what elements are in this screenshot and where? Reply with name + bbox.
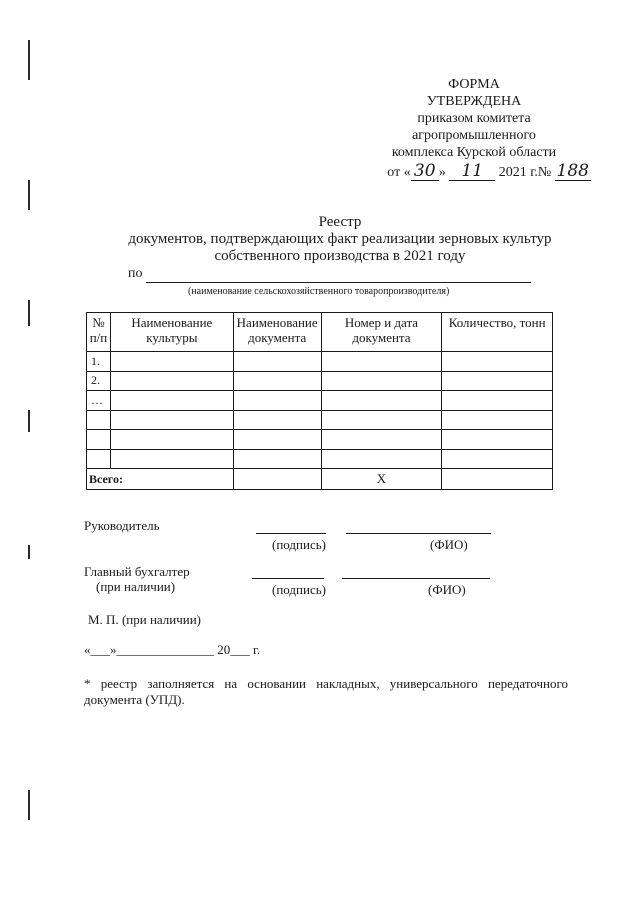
row-number: … xyxy=(87,391,111,411)
header-crop: Наименование культуры xyxy=(110,313,233,352)
title-line: документов, подтверждающих факт реализации зерновых культур xyxy=(128,231,552,247)
approval-month: 11 xyxy=(449,163,495,181)
date-prefix: от « xyxy=(387,165,411,180)
producer-caption: (наименование сельскохозяйственного товаропроизводителя) xyxy=(188,286,450,297)
cell-doc-number-date[interactable] xyxy=(321,371,442,391)
head-name-line[interactable] xyxy=(346,533,491,534)
approval-line: приказом комитета xyxy=(417,111,531,126)
cell-quantity[interactable] xyxy=(442,391,553,411)
cell-quantity[interactable] xyxy=(442,352,553,372)
table-row xyxy=(87,410,553,430)
cell-doc-name[interactable] xyxy=(233,410,321,430)
head-sign-caption: (подпись) xyxy=(272,537,326,552)
approval-line: агропромышленного xyxy=(412,128,536,143)
row-number xyxy=(87,430,111,450)
row-number: 1. xyxy=(87,352,111,372)
head-name-caption: (ФИО) xyxy=(430,537,468,552)
cell-doc-number-date[interactable] xyxy=(321,352,442,372)
scan-edge-mark xyxy=(28,410,30,432)
cell-crop[interactable] xyxy=(110,371,233,391)
table-row xyxy=(87,449,553,469)
document-title xyxy=(60,214,620,265)
table-row xyxy=(87,430,553,450)
row-number: 2. xyxy=(87,371,111,391)
cell-crop[interactable] xyxy=(110,391,233,411)
row-number xyxy=(87,449,111,469)
cell-doc-name[interactable] xyxy=(233,352,321,372)
approval-year: 2021 г.№ xyxy=(498,165,552,180)
header-quantity: Количество, тонн xyxy=(442,313,553,352)
table-row xyxy=(87,352,553,372)
header-doc-name: Наименование документа xyxy=(233,313,321,352)
cell-crop[interactable] xyxy=(110,410,233,430)
accountant-label xyxy=(84,564,190,594)
cell-doc-number-date[interactable] xyxy=(321,391,442,411)
scan-edge-mark xyxy=(28,790,30,820)
cell-doc-name[interactable] xyxy=(233,391,321,411)
cell-doc-number-date[interactable] xyxy=(321,449,442,469)
header-doc-number-date: Номер и дата документа xyxy=(321,313,442,352)
head-signature-line[interactable] xyxy=(256,533,326,534)
date-mid: » xyxy=(438,165,446,180)
accountant-sign-caption: (подпись) xyxy=(272,582,326,597)
title-line: Реестр xyxy=(318,214,362,230)
cell-doc-number-date[interactable] xyxy=(321,410,442,430)
accountant-name-caption: (ФИО) xyxy=(428,582,466,597)
approval-line: УТВЕРЖДЕНА xyxy=(426,94,522,109)
scan-edge-mark xyxy=(28,180,30,210)
cell-crop[interactable] xyxy=(110,449,233,469)
accountant-label-line: Главный бухгалтер xyxy=(84,564,190,579)
cell-quantity[interactable] xyxy=(442,410,553,430)
cell-doc-name[interactable] xyxy=(233,430,321,450)
cell-quantity[interactable] xyxy=(442,449,553,469)
po-label: по xyxy=(128,266,143,281)
cell-quantity[interactable] xyxy=(442,371,553,391)
total-row xyxy=(87,469,553,490)
scan-edge-mark xyxy=(28,545,30,559)
approval-number: 188 xyxy=(556,161,589,181)
header-number: № п/п xyxy=(87,313,111,352)
total-mark: X xyxy=(321,469,442,490)
cell-doc-number-date[interactable] xyxy=(321,430,442,450)
cell-quantity[interactable] xyxy=(442,430,553,450)
approval-block xyxy=(340,76,608,181)
approval-line: ФОРМА xyxy=(448,77,500,92)
cell-crop[interactable] xyxy=(110,430,233,450)
approval-line: комплекса Курской области xyxy=(391,145,557,160)
scan-edge-mark xyxy=(28,300,30,326)
approval-date-line xyxy=(340,163,608,181)
producer-name-line xyxy=(146,282,531,283)
title-line: собственного производства в 2021 году xyxy=(214,248,466,264)
row-number xyxy=(87,410,111,430)
table-row xyxy=(87,391,553,411)
cell-doc-name[interactable] xyxy=(233,449,321,469)
registry-table xyxy=(86,312,553,490)
accountant-label-line: (при наличии) xyxy=(96,579,176,594)
cell-doc-name[interactable] xyxy=(233,371,321,391)
total-doc-name xyxy=(233,469,321,490)
cell-crop[interactable] xyxy=(110,352,233,372)
stamp-label: М. П. (при наличии) xyxy=(88,612,202,627)
accountant-signature-line[interactable] xyxy=(252,578,324,579)
total-label: Всего: xyxy=(87,469,234,490)
head-label: Руководитель xyxy=(84,518,160,533)
scan-edge-mark xyxy=(28,40,30,80)
table-row xyxy=(87,371,553,391)
footnote: * реестр заполняется на основании накладных, универсального передаточного документа (УПД). xyxy=(84,676,568,707)
date-line: «___»_______________ 20___ г. xyxy=(84,642,261,657)
approval-day: 30 xyxy=(411,163,439,181)
total-quantity[interactable] xyxy=(442,469,553,490)
accountant-name-line[interactable] xyxy=(342,578,490,579)
